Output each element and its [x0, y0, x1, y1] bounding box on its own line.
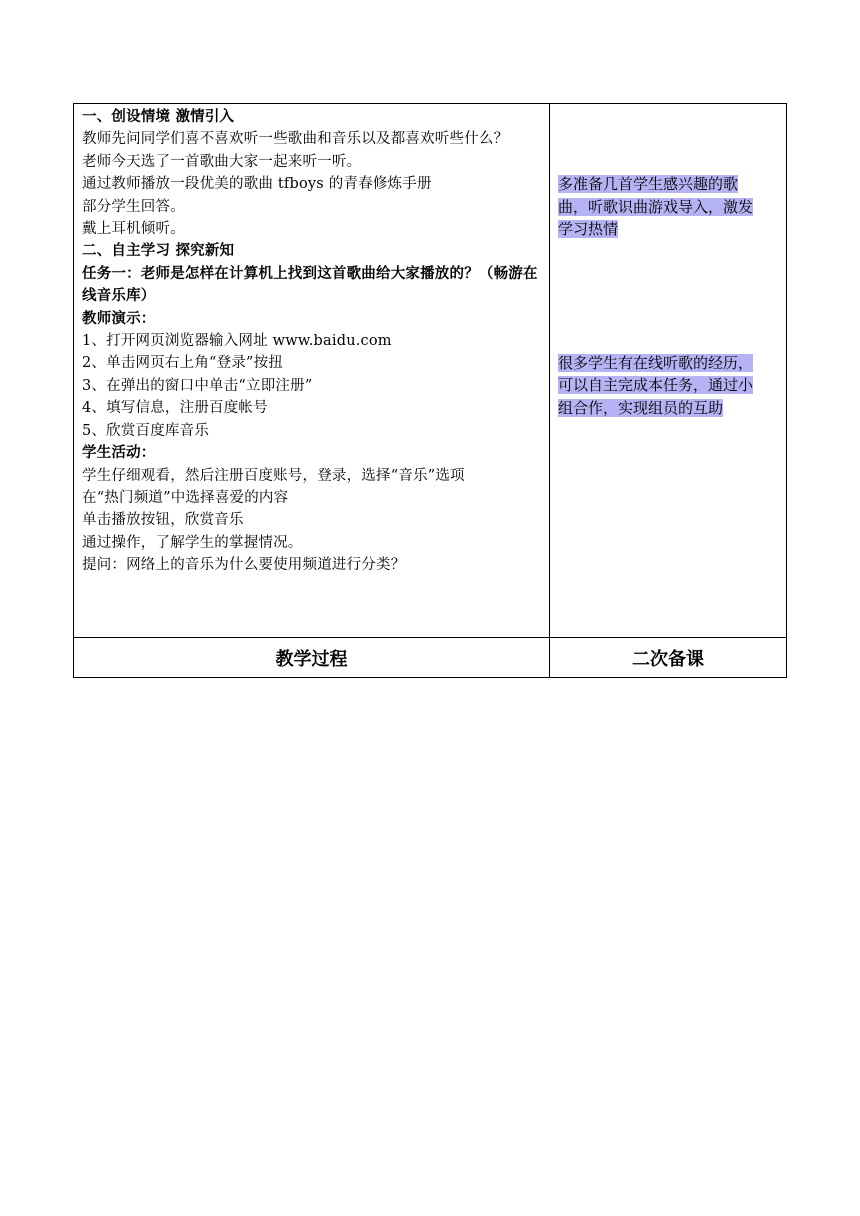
text-line: 部分学生回答。: [82, 198, 185, 215]
text-line: 通过教师播放一段优美的歌曲 tfboys 的青春修炼手册: [82, 176, 432, 193]
text-line: 教师先问同学们喜不喜欢听一些歌曲和音乐以及都喜欢听些什么？: [82, 131, 509, 148]
text-line: 通过操作，了解学生的掌握情况。: [82, 534, 303, 551]
step-item: 4、填写信息，注册百度帐号: [82, 400, 268, 417]
task-heading: 任务一：老师是怎样在计算机上找到这首歌曲给大家播放的？（畅游在线音乐库）: [82, 265, 538, 305]
highlighted-note-2: [558, 352, 780, 420]
highlighted-note-1: [558, 173, 780, 241]
second-preparation-cell: [550, 104, 787, 638]
subheading-student-activity: 学生活动：: [82, 445, 156, 462]
subheading-teacher-demo: 教师演示：: [82, 310, 156, 327]
text-line: 戴上耳机倾听。: [82, 221, 185, 238]
text-line: 单击播放按钮，欣赏音乐: [82, 512, 244, 529]
step-item: 2、单击网页右上角“登录”按扭: [82, 355, 284, 372]
note-line: 很多学生有在线听歌的经历，: [558, 353, 754, 372]
section-heading-1: 一、创设情境 激情引入: [82, 109, 235, 125]
teaching-process-cell: [74, 104, 550, 638]
text-line: 学生仔细观看，然后注册百度账号，登录，选择“音乐”选项: [82, 467, 465, 484]
footer-second-preparation: 二次备课: [550, 638, 787, 678]
note-line: 学习热情: [558, 220, 619, 238]
text-line: 老师今天选了一首歌曲大家一起来听一听。: [82, 153, 362, 170]
note-line: 组合作，实现组员的互助: [558, 398, 724, 417]
note-line: 曲，听歌识曲游戏导入，激发: [558, 197, 754, 216]
note-line: 可以自主完成本任务，通过小: [558, 376, 754, 394]
step-item: 5、欣赏百度库音乐: [82, 422, 210, 439]
note-line: 多准备几首学生感兴趣的歌: [558, 175, 739, 193]
step-item: 1、打开网页浏览器输入网址 www.baidu.com: [82, 333, 392, 350]
section-heading-2: 二、自主学习 探究新知: [82, 243, 235, 260]
text-line: 在“热门频道”中选择喜爱的内容: [82, 489, 289, 506]
step-item: 3、在弹出的窗口中单击“立即注册”: [82, 377, 313, 394]
question-line: 提问：网络上的音乐为什么要使用频道进行分类？: [82, 557, 406, 574]
footer-row: [74, 638, 787, 678]
content-row: [74, 104, 787, 638]
footer-teaching-process: 教学过程: [74, 638, 550, 678]
lesson-plan-table: [73, 103, 787, 678]
